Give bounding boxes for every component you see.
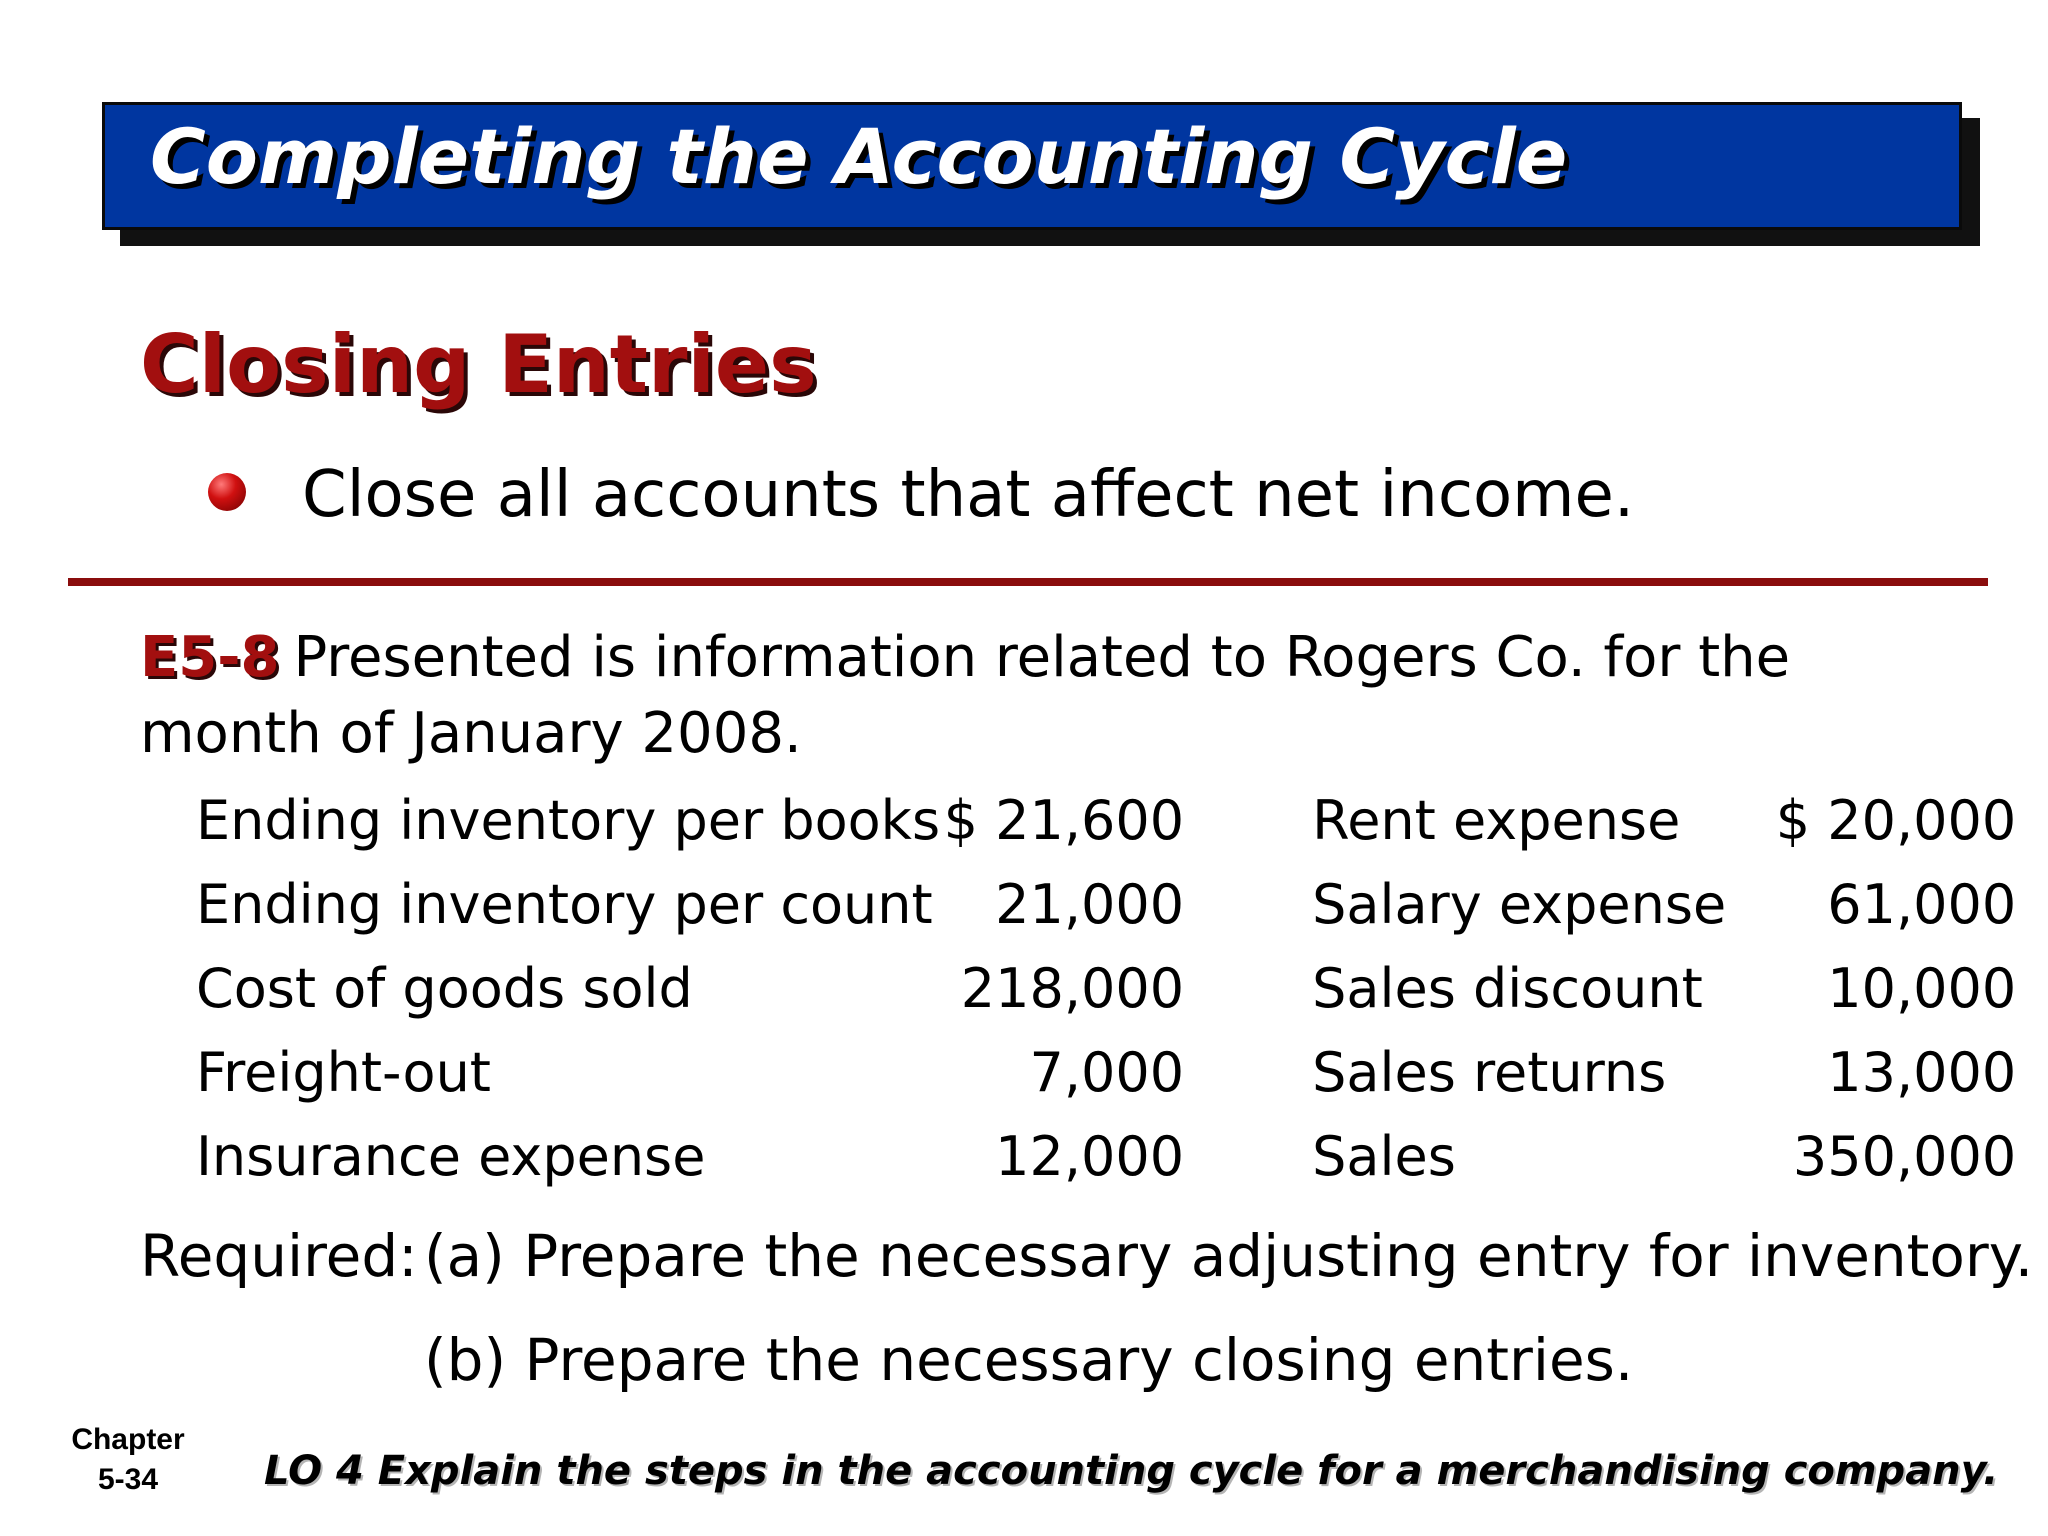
account-label: Ending inventory per count bbox=[196, 872, 933, 936]
account-amount: 61,000 bbox=[1827, 872, 2017, 936]
account-amount: $ 21,600 bbox=[943, 788, 1185, 852]
section-heading: Closing Entries bbox=[140, 318, 817, 411]
requirement-a: (a) Prepare the necessary adjusting entry for inventory. bbox=[424, 1222, 2034, 1290]
account-label: Rent expense bbox=[1312, 788, 1681, 852]
account-amount: 10,000 bbox=[1827, 956, 2017, 1020]
table-row bbox=[196, 1114, 2016, 1198]
account-amount: 218,000 bbox=[960, 956, 1185, 1020]
chapter-label: Chapter bbox=[71, 1423, 185, 1456]
table-row bbox=[196, 1030, 2016, 1114]
account-amount: 12,000 bbox=[995, 1124, 1185, 1188]
account-amount: 21,000 bbox=[995, 872, 1185, 936]
bullet-text: Close all accounts that affect net income. bbox=[302, 458, 1635, 532]
account-label: Insurance expense bbox=[196, 1124, 706, 1188]
account-label: Freight-out bbox=[196, 1040, 491, 1104]
table-row bbox=[196, 778, 2016, 862]
chapter-indicator bbox=[58, 1420, 198, 1500]
account-amount: 7,000 bbox=[1029, 1040, 1185, 1104]
table-row bbox=[196, 862, 2016, 946]
account-data-table bbox=[196, 778, 2016, 1198]
account-amount: $ 20,000 bbox=[1775, 788, 2017, 852]
account-label: Sales returns bbox=[1312, 1040, 1667, 1104]
account-label: Cost of goods sold bbox=[196, 956, 693, 1020]
problem-text: Presented is information related to Rogers Co. for the month of January 2008. bbox=[140, 625, 1791, 766]
account-amount: 350,000 bbox=[1792, 1124, 2017, 1188]
requirement-b: (b) Prepare the necessary closing entries. bbox=[424, 1326, 1634, 1394]
account-label: Sales discount bbox=[1312, 956, 1703, 1020]
account-label: Ending inventory per books bbox=[196, 788, 941, 852]
account-label: Sales bbox=[1312, 1124, 1456, 1188]
problem-statement bbox=[140, 620, 1970, 772]
table-row bbox=[196, 946, 2016, 1030]
section-divider bbox=[68, 578, 1988, 586]
chapter-number: 5-34 bbox=[97, 1463, 159, 1496]
account-amount: 13,000 bbox=[1827, 1040, 2017, 1104]
learning-objective: LO 4 Explain the steps in the accounting cycle for a merchandising company. bbox=[264, 1448, 1999, 1494]
problem-id: E5-8 bbox=[140, 625, 280, 690]
bullet-icon bbox=[208, 473, 246, 511]
required-label: Required: bbox=[140, 1222, 418, 1290]
account-label: Salary expense bbox=[1312, 872, 1727, 936]
slide-title: Completing the Accounting Cycle bbox=[150, 112, 1568, 201]
